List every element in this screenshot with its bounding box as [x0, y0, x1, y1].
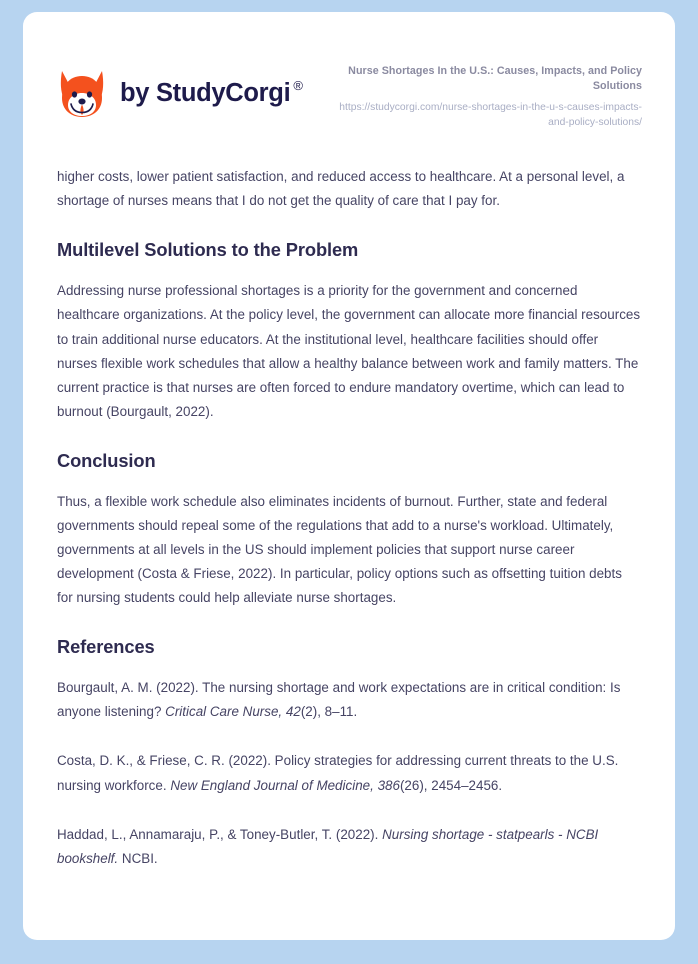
reference-source-title: Critical Care Nurse, 42 [165, 704, 301, 720]
section-heading: Conclusion [57, 450, 156, 471]
document-page-card [23, 12, 675, 940]
section-references [57, 635, 641, 871]
section-conclusion [57, 449, 641, 610]
section-paragraph: Thus, a flexible work schedule also eliminates incidents of burnout. Further, state and federal governments should repeal some of the regulations that add to a nurse's workload. Ultimately, governments at all levels in the US should implement policies that support nurse career development (Costa & Friese, 2022). In particular, policy options such as offsetting tuition debts for nursing students could help alleviate nurse shortages. [57, 493, 622, 606]
section-paragraph: Addressing nurse professional shortages is a priority for the government and concerned healthcare organizations. At the policy level, the government can allocate more financial resources to train additional nurse educators. At the institutional level, healthcare facilities should offer nurses flexible work schedules that allow a healthy balance between work and family matters. The current practice is that nurses are often forced to endure mandatory overtime, which can lead to burnout (Bourgault, 2022). [57, 283, 641, 419]
header-document-meta [300, 64, 642, 131]
reference-locator: NCBI. [118, 850, 158, 866]
document-body [23, 165, 675, 871]
document-title: Nurse Shortages In the U.S.: Causes, Impacts, and Policy Solutions [348, 65, 642, 93]
reference-locator: (2), 8–11. [300, 704, 358, 720]
registered-trademark-icon: ® [293, 78, 303, 94]
reference-source-title: New England Journal of Medicine, 386 [170, 777, 400, 793]
section-multilevel-solutions [57, 238, 641, 424]
intro-paragraph: higher costs, lower patient satisfaction, and reduced access to healthcare. At a personal level, a shortage of nurses means that I do not get the quality of care that I pay for. [57, 169, 625, 209]
reference-entry [57, 676, 641, 724]
reference-entry [57, 749, 641, 797]
reference-source-title: Nursing shortage - statpearls - NCBI bookshelf. [57, 826, 599, 866]
reference-entry [57, 823, 641, 871]
brand-logo-group [57, 64, 303, 120]
reference-text: Haddad, L., Annamaraju, P., & Toney-Butler, T. (2022). [57, 826, 383, 842]
section-heading: Multilevel Solutions to the Problem [57, 239, 359, 261]
reference-locator: (26), 2454–2456. [399, 777, 503, 793]
brand-wordmark [120, 78, 303, 108]
document-url[interactable]: https://studycorgi.com/nurse-shortages-in-the-u-s-causes-impacts-and-policy-solutions/ [339, 102, 642, 129]
references-heading: References [57, 636, 155, 658]
corgi-dog-face-logo-icon [57, 68, 107, 120]
brand-name-text: by StudyCorgi [120, 79, 291, 108]
reference-text: Costa, D. K., & Friese, C. R. (2022). Policy strategies for addressing current threats to the U.S. nursing workforce. [57, 753, 619, 793]
document-header [23, 12, 675, 131]
reference-text: Bourgault, A. M. (2022). The nursing shortage and work expectations are in critical condition: Is anyone listening? [57, 680, 621, 720]
